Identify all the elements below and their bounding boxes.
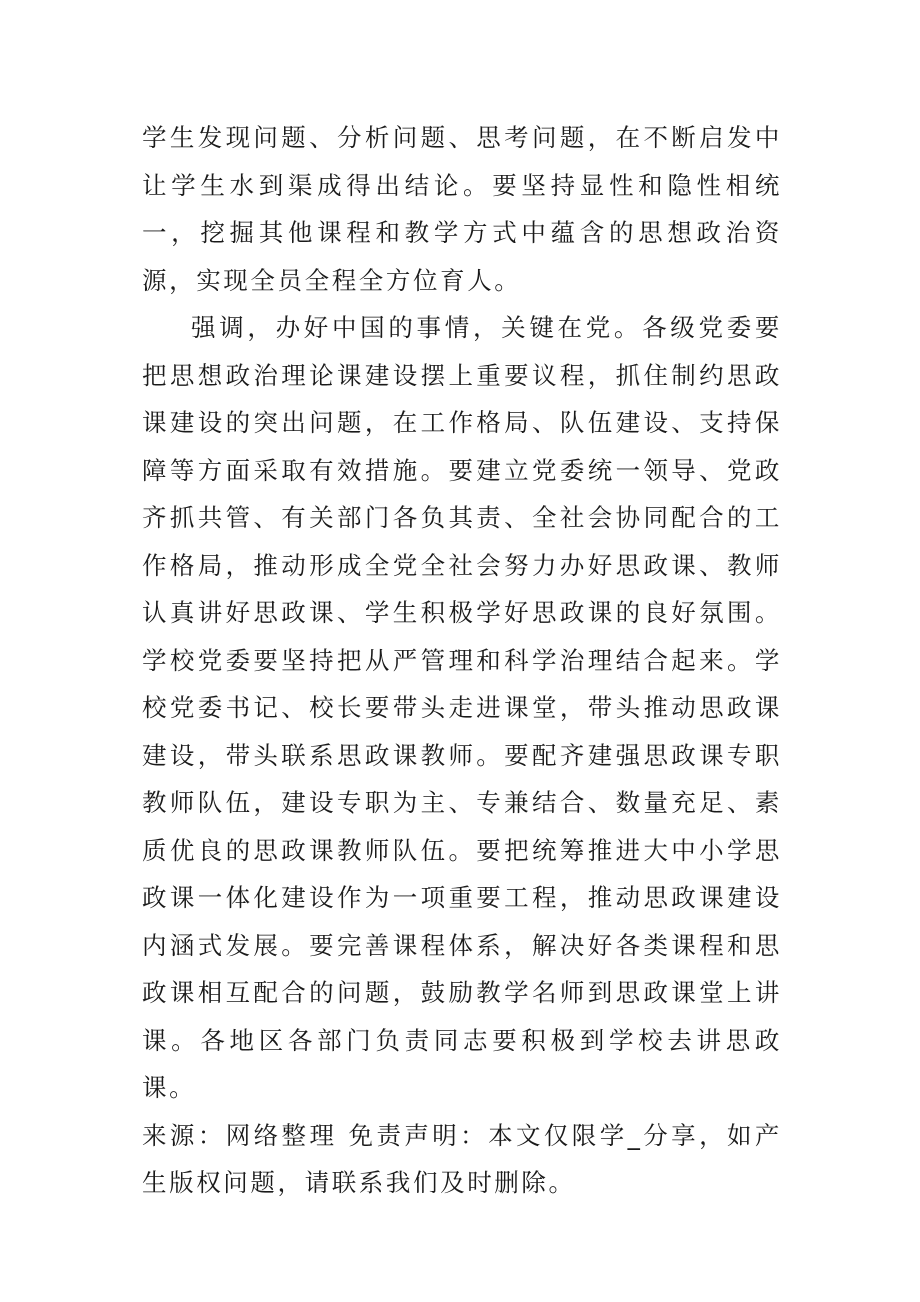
source-disclaimer: 来源：网络整理 免责声明：本文仅限学_分享，如产生版权问题，请联系我们及时删除。 xyxy=(142,1120,782,1197)
paragraph-continuation: 学生发现问题、分析问题、思考问题，在不断启发中让学生水到渠成得出结论。要坚持显性和隐性相统一，挖掘其他课程和教学方式中蕴含的思想政治资源，实现全员全程全方位育人。 xyxy=(142,123,782,295)
paragraph-party-leadership: 强调，办好中国的事情，关键在党。各级党委要把思想政治理论课建设摆上重要议程，抓住制约思政课建设的突出问题，在工作格局、队伍建设、支持保障等方面采取有效措施。要建立党委统一领导、党政齐抓共管、有关部门各负其责、全社会协同配合的工作格局，推动形成全党全社会努力办好思政课、教师认真讲好思政课、学生积极学好思政课的良好氛围。学校党委要坚持把从严管理和科学治理结合起来。学校党委书记、校长要带头走进课堂，带头推动思政课建设，带头联系思政课教师。要配齐建强思政课专职教师队伍，建设专职为主、专兼结合、数量充足、素质优良的思政课教师队伍。要把统筹推进大中小学思政课一体化建设作为一项重要工程，推动思政课建设内涵式发展。要完善课程体系，解决好各类课程和思政课相互配合的问题，鼓励教学名师到思政课堂上讲课。各地区各部门负责同志要积极到学校去讲思政课。 xyxy=(142,313,782,1102)
document-body xyxy=(142,114,782,1207)
